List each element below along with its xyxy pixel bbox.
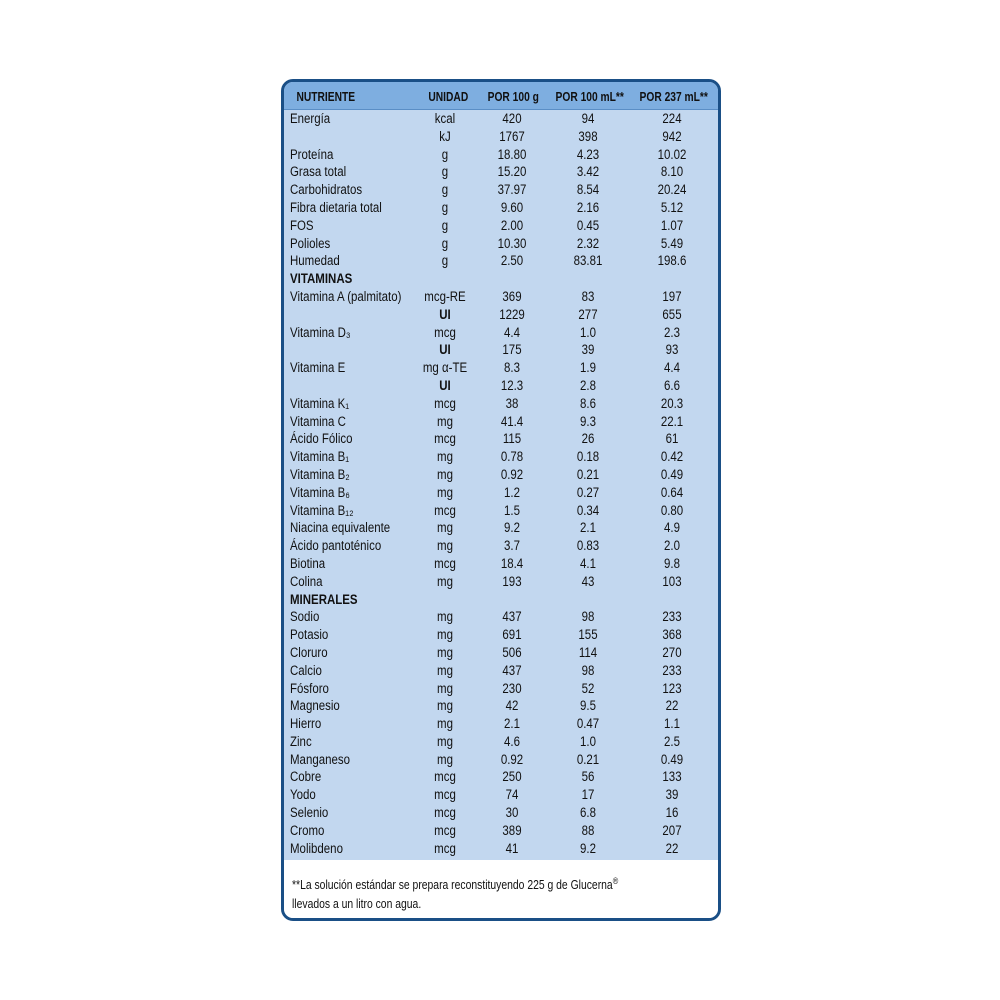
unit-cell: g <box>441 235 449 251</box>
unit-cell: mg <box>437 716 453 732</box>
unit-cell: mg <box>437 573 453 589</box>
value-per-100ml: 0.27 <box>576 484 600 500</box>
value-per-100g: 9.60 <box>500 199 524 215</box>
value-per-100ml: 98 <box>581 662 595 678</box>
header-por-237ml: POR 237 mL** <box>639 90 708 104</box>
nutrient-name: Molibdeno <box>290 840 343 856</box>
value-per-237ml: 197 <box>662 288 682 304</box>
nutrient-name: Cloruro <box>290 644 328 660</box>
value-per-100g: 389 <box>502 822 522 838</box>
value-per-100g: 3.7 <box>504 538 520 554</box>
unit-cell: mcg <box>434 822 456 838</box>
value-per-237ml: 8.10 <box>660 164 684 180</box>
value-per-237ml: 123 <box>662 680 682 696</box>
value-per-237ml: 1.1 <box>664 716 680 732</box>
value-per-100g: 175 <box>502 342 522 358</box>
table-row <box>284 733 718 751</box>
table-row <box>284 430 718 448</box>
unit-cell: g <box>441 253 449 269</box>
unit-cell: mg <box>437 751 453 767</box>
unit-cell: mg <box>437 609 453 625</box>
section-header-row <box>284 591 718 609</box>
value-per-100g: 4.6 <box>504 733 520 749</box>
unit-cell: mcg <box>434 555 456 571</box>
nutrient-name: Cobre <box>290 769 322 785</box>
unit-cell: mcg <box>434 840 456 856</box>
value-per-100g: 41 <box>505 840 519 856</box>
value-per-100g: 437 <box>502 662 522 678</box>
unit-cell: mg <box>437 644 453 660</box>
table-row <box>284 199 718 217</box>
nutrient-name: Calcio <box>290 662 322 678</box>
value-per-100ml: 9.5 <box>580 698 596 714</box>
nutrient-name: Vitamina A (palmitato) <box>290 288 402 304</box>
value-per-100ml: 277 <box>578 306 598 322</box>
value-per-100ml: 0.18 <box>576 449 600 465</box>
table-row <box>284 644 718 662</box>
value-per-237ml: 2.3 <box>664 324 680 340</box>
section-title: VITAMINAS <box>290 271 353 287</box>
table-row <box>284 359 718 377</box>
nutrient-name: Zinc <box>290 733 312 749</box>
unit-cell: mcg <box>434 431 456 447</box>
value-per-237ml: 9.8 <box>664 555 680 571</box>
value-per-237ml: 20.24 <box>657 182 687 198</box>
table-row <box>284 377 718 395</box>
value-per-237ml: 198.6 <box>657 253 687 269</box>
unit-cell: mg <box>437 484 453 500</box>
unit-cell: mg <box>437 538 453 554</box>
value-per-237ml: 0.49 <box>660 751 684 767</box>
value-per-237ml: 655 <box>662 306 682 322</box>
value-per-100g: 2.1 <box>504 716 520 732</box>
nutrient-name: Carbohidratos <box>290 182 363 198</box>
value-per-100ml: 88 <box>581 822 595 838</box>
unit-cell: g <box>441 146 449 162</box>
nutrient-name: Ácido Fólico <box>290 431 353 447</box>
value-per-100g: 41.4 <box>500 413 524 429</box>
unit-cell: mcg <box>434 395 456 411</box>
nutrient-name: Grasa total <box>290 164 347 180</box>
table-row <box>284 288 718 306</box>
table-row <box>284 448 718 466</box>
table-row <box>284 128 718 146</box>
value-per-100g: 18.4 <box>500 555 524 571</box>
unit-cell: mcg <box>434 502 456 518</box>
value-per-100ml: 0.47 <box>576 716 600 732</box>
table-row <box>284 768 718 786</box>
value-per-237ml: 133 <box>662 769 682 785</box>
nutrient-name: Vitamina C <box>290 413 346 429</box>
value-per-100ml: 0.21 <box>576 751 600 767</box>
value-per-100ml: 1.0 <box>580 733 596 749</box>
nutrient-name: Yodo <box>290 787 316 803</box>
value-per-100g: 4.4 <box>504 324 520 340</box>
value-per-100ml: 6.8 <box>580 805 596 821</box>
table-row <box>284 751 718 769</box>
nutrient-name: Magnesio <box>290 698 340 714</box>
value-per-100ml: 1.9 <box>580 360 596 376</box>
nutrient-name: Vitamina B₁ <box>290 449 350 465</box>
nutrient-name: Energía <box>290 111 331 126</box>
value-per-100ml: 3.42 <box>576 164 600 180</box>
nutrient-name: Vitamina B₆ <box>290 484 350 500</box>
value-per-100g: 193 <box>502 573 522 589</box>
nutrient-name: Potasio <box>290 627 329 643</box>
value-per-100g: 74 <box>505 787 519 803</box>
value-per-100g: 691 <box>502 627 522 643</box>
value-per-100ml: 56 <box>581 769 595 785</box>
table-row <box>284 306 718 324</box>
unit-cell: mg α-TE <box>422 360 468 376</box>
table-row <box>284 466 718 484</box>
value-per-100ml: 155 <box>578 627 598 643</box>
table-row <box>284 662 718 680</box>
value-per-100ml: 0.83 <box>576 538 600 554</box>
value-per-237ml: 270 <box>662 644 682 660</box>
value-per-100ml: 1.0 <box>580 324 596 340</box>
value-per-100ml: 39 <box>581 342 595 358</box>
value-per-100g: 115 <box>502 431 522 447</box>
table-row <box>284 395 718 413</box>
value-per-237ml: 0.49 <box>660 466 684 482</box>
value-per-100ml: 2.8 <box>580 377 596 393</box>
table-body <box>284 110 718 857</box>
nutrient-name: Humedad <box>290 253 340 269</box>
unit-cell: mg <box>437 662 453 678</box>
value-per-237ml: 233 <box>662 609 682 625</box>
value-per-237ml: 22 <box>665 840 679 856</box>
unit-cell: g <box>441 217 449 233</box>
table-row <box>284 235 718 253</box>
value-per-100g: 437 <box>502 609 522 625</box>
unit-cell: mg <box>437 520 453 536</box>
footnote-line-2: llevados a un litro con agua. <box>292 897 422 912</box>
value-per-100g: 8.3 <box>504 360 520 376</box>
value-per-100g: 2.00 <box>500 217 524 233</box>
table-row <box>284 324 718 342</box>
value-per-100ml: 398 <box>578 128 598 144</box>
value-per-100ml: 26 <box>581 431 595 447</box>
value-per-100g: 1767 <box>499 128 525 144</box>
value-per-100g: 30 <box>505 805 519 821</box>
table-row <box>284 608 718 626</box>
value-per-100ml: 98 <box>581 609 595 625</box>
unit-cell: mcg <box>434 787 456 803</box>
value-per-237ml: 5.12 <box>660 199 684 215</box>
value-per-100g: 0.92 <box>500 466 524 482</box>
nutrient-name: Fósforo <box>290 680 329 696</box>
value-per-100g: 2.50 <box>500 253 524 269</box>
table-row <box>284 715 718 733</box>
table-row <box>284 252 718 270</box>
table-row <box>284 413 718 431</box>
value-per-237ml: 4.9 <box>664 520 680 536</box>
value-per-100g: 1.2 <box>504 484 520 500</box>
nutrient-name: Colina <box>290 573 323 589</box>
table-header <box>284 82 718 110</box>
table-row <box>284 110 718 128</box>
value-per-100ml: 83 <box>581 288 595 304</box>
nutrient-name: Vitamina B₁₂ <box>290 502 354 518</box>
value-per-100ml: 8.6 <box>580 395 596 411</box>
unit-cell: mg <box>437 733 453 749</box>
value-per-237ml: 0.64 <box>660 484 684 500</box>
nutrient-name: Sodio <box>290 609 320 625</box>
value-per-100ml: 4.1 <box>580 555 596 571</box>
value-per-100g: 1.5 <box>504 502 520 518</box>
unit-cell: UI <box>439 306 451 322</box>
value-per-100g: 37.97 <box>497 182 527 198</box>
nutrient-name: Fibra dietaria total <box>290 199 382 215</box>
unit-cell: mg <box>437 449 453 465</box>
value-per-100ml: 114 <box>578 644 598 660</box>
value-per-100ml: 2.1 <box>580 520 596 536</box>
table-row <box>284 786 718 804</box>
value-per-237ml: 942 <box>662 128 682 144</box>
value-per-100g: 9.2 <box>504 520 520 536</box>
table-row <box>284 181 718 199</box>
nutrient-name: Cromo <box>290 822 325 838</box>
value-per-100g: 15.20 <box>497 164 527 180</box>
nutrient-name: Niacina equivalente <box>290 520 391 536</box>
value-per-100g: 506 <box>502 644 522 660</box>
section-header-row <box>284 270 718 288</box>
unit-cell: kJ <box>439 128 451 144</box>
table-row <box>284 519 718 537</box>
table-row <box>284 573 718 591</box>
nutrient-name: Selenio <box>290 805 329 821</box>
table-row <box>284 626 718 644</box>
value-per-100g: 42 <box>505 698 519 714</box>
table-row <box>284 697 718 715</box>
table-row <box>284 217 718 235</box>
nutrition-table-panel <box>281 79 721 921</box>
unit-cell: mcg <box>434 805 456 821</box>
header-por-100g: POR 100 g <box>487 90 539 104</box>
value-per-100ml: 4.23 <box>576 146 600 162</box>
value-per-100ml: 9.3 <box>580 413 596 429</box>
unit-cell: mg <box>437 627 453 643</box>
value-per-100ml: 17 <box>581 787 595 803</box>
value-per-237ml: 1.07 <box>660 217 684 233</box>
value-per-100ml: 83.81 <box>573 253 603 269</box>
footnote-line-1: **La solución estándar se prepara reconstituyendo 225 g de Glucerna <box>292 878 613 893</box>
section-title: MINERALES <box>290 591 358 607</box>
value-per-237ml: 16 <box>665 805 679 821</box>
footnote <box>284 860 718 918</box>
value-per-237ml: 22.1 <box>660 413 684 429</box>
value-per-100g: 12.3 <box>500 377 524 393</box>
table-row <box>284 680 718 698</box>
unit-cell: g <box>441 199 449 215</box>
registered-mark: ® <box>612 876 619 886</box>
value-per-100g: 10.30 <box>497 235 527 251</box>
value-per-237ml: 6.6 <box>664 377 680 393</box>
nutrient-name: Vitamina D₃ <box>290 324 351 340</box>
nutrient-name: Biotina <box>290 555 326 571</box>
nutrient-name: Vitamina E <box>290 360 346 376</box>
table-row <box>284 555 718 573</box>
value-per-100ml: 0.21 <box>576 466 600 482</box>
unit-cell: mcg-RE <box>424 288 466 304</box>
value-per-237ml: 233 <box>662 662 682 678</box>
value-per-237ml: 4.4 <box>664 360 680 376</box>
unit-cell: mg <box>437 698 453 714</box>
value-per-237ml: 2.0 <box>664 538 680 554</box>
header-unidad: UNIDAD <box>428 90 469 104</box>
value-per-100g: 1229 <box>499 306 525 322</box>
value-per-237ml: 20.3 <box>660 395 684 411</box>
table-row <box>284 341 718 359</box>
unit-cell: g <box>441 164 449 180</box>
nutrient-name: Hierro <box>290 716 322 732</box>
unit-cell: g <box>441 182 449 198</box>
unit-cell: UI <box>439 342 451 358</box>
nutrient-name: Vitamina B₂ <box>290 466 350 482</box>
footnote-text <box>292 872 707 914</box>
nutrient-name: Polioles <box>290 235 331 251</box>
value-per-100ml: 2.16 <box>576 199 600 215</box>
value-per-100ml: 9.2 <box>580 840 596 856</box>
nutrient-name: FOS <box>290 217 314 233</box>
value-per-237ml: 103 <box>662 573 682 589</box>
value-per-100ml: 43 <box>581 573 595 589</box>
value-per-237ml: 22 <box>665 698 679 714</box>
value-per-100g: 420 <box>502 111 522 126</box>
table-row <box>284 840 718 858</box>
nutrient-name: Manganeso <box>290 751 350 767</box>
value-per-237ml: 224 <box>662 111 682 126</box>
table-row <box>284 804 718 822</box>
value-per-100ml: 94 <box>581 111 595 126</box>
header-por-100ml: POR 100 mL** <box>555 90 624 104</box>
value-per-237ml: 368 <box>662 627 682 643</box>
header-nutriente: NUTRIENTE <box>296 90 356 104</box>
value-per-237ml: 0.80 <box>660 502 684 518</box>
nutrient-name: Proteína <box>290 146 334 162</box>
value-per-100g: 250 <box>502 769 522 785</box>
value-per-237ml: 207 <box>662 822 682 838</box>
unit-cell: mcg <box>434 769 456 785</box>
value-per-237ml: 10.02 <box>657 146 687 162</box>
value-per-100g: 18.80 <box>497 146 527 162</box>
table-row <box>284 163 718 181</box>
value-per-100ml: 2.32 <box>576 235 600 251</box>
nutrient-name: Ácido pantoténico <box>290 538 382 554</box>
value-per-100ml: 0.45 <box>576 217 600 233</box>
value-per-237ml: 2.5 <box>664 733 680 749</box>
unit-cell: mg <box>437 680 453 696</box>
value-per-100g: 0.92 <box>500 751 524 767</box>
table-row <box>284 537 718 555</box>
value-per-100g: 369 <box>502 288 522 304</box>
value-per-237ml: 39 <box>665 787 679 803</box>
unit-cell: UI <box>439 377 451 393</box>
value-per-100ml: 0.34 <box>576 502 600 518</box>
table-row <box>284 502 718 520</box>
value-per-100ml: 8.54 <box>576 182 600 198</box>
unit-cell: mg <box>437 466 453 482</box>
value-per-100g: 38 <box>505 395 519 411</box>
value-per-100g: 230 <box>502 680 522 696</box>
unit-cell: mg <box>437 413 453 429</box>
nutrient-name: Vitamina K₁ <box>290 395 350 411</box>
value-per-100ml: 52 <box>581 680 595 696</box>
unit-cell: mcg <box>434 324 456 340</box>
table-row <box>284 484 718 502</box>
value-per-237ml: 0.42 <box>660 449 684 465</box>
value-per-237ml: 5.49 <box>660 235 684 251</box>
value-per-237ml: 93 <box>665 342 679 358</box>
value-per-100g: 0.78 <box>500 449 524 465</box>
table-row <box>284 146 718 164</box>
value-per-237ml: 61 <box>665 431 679 447</box>
table-row <box>284 822 718 840</box>
unit-cell: kcal <box>434 111 456 126</box>
